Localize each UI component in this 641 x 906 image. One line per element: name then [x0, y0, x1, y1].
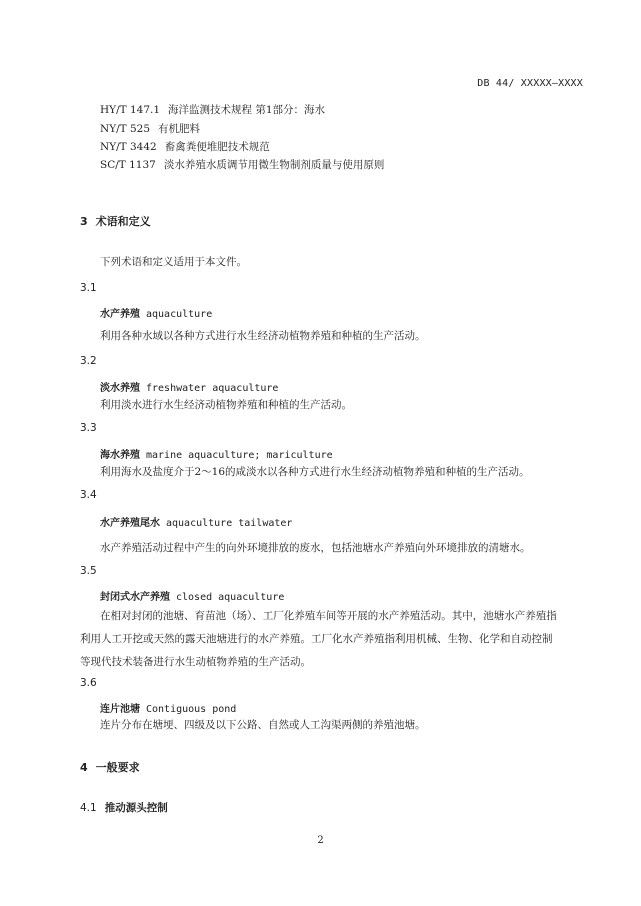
section-number: 3: [80, 215, 88, 228]
term-definition: 在相对封闭的池塘、育苗池（场）、工厂化养殖车间等开展的水产养殖活动。其中，池塘水产养殖指利用人工开挖或天然的露天池塘进行的水产养殖。工厂化水产养殖指利用机械、生物、化学和自动控制等现代技术装备进行水生动植物养殖的生产活动。: [80, 610, 557, 668]
term-heading: [100, 379, 278, 394]
page-number: 2: [317, 835, 324, 846]
term-number: 3.4: [80, 489, 97, 501]
reference-title: 淡水养殖水质调节用微生物制剂质量与使用原则: [163, 159, 385, 171]
term-definition: 利用海水及盐度介于2～16的咸淡水以各种方式进行水生经济动植物养殖和种植的生产活动。: [100, 466, 530, 478]
reference-title: 海洋监测技术规程 第1部分：海水: [168, 104, 326, 116]
term-english: Contiguous pond: [146, 704, 237, 715]
term-chinese: 水产养殖: [100, 309, 140, 320]
section-title: 一般要求: [95, 761, 140, 774]
section-title: 术语和定义: [95, 215, 151, 228]
term-english: aquaculture tailwater: [166, 518, 293, 529]
term-chinese: 封闭式水产养殖: [100, 592, 170, 603]
term-chinese: 淡水养殖: [100, 383, 140, 394]
reference-code: NY/T 3442: [100, 141, 157, 153]
reference-item: [100, 121, 200, 136]
term-english: aquaculture: [146, 309, 213, 320]
section-heading: [80, 759, 140, 775]
reference-title: 畜禽粪便堆肥技术规范: [164, 141, 270, 153]
reference-item: [100, 102, 325, 117]
term-heading: [100, 305, 212, 320]
term-number: 3.6: [80, 677, 97, 689]
term-definition: 利用淡水进行水生经济动植物养殖和种植的生产活动。: [100, 399, 352, 411]
term-number: 3.1: [80, 282, 97, 294]
subsection-title: 推动源头控制: [104, 802, 168, 814]
reference-code: NY/T 525: [100, 123, 151, 135]
reference-item: [100, 139, 270, 154]
section-intro: 下列术语和定义适用于本文件。: [100, 256, 247, 268]
term-definition: 水产养殖活动过程中产生的向外环境排放的废水，包括池塘水产养殖向外环境排放的清塘水。: [100, 542, 531, 554]
term-english: freshwater aquaculture: [146, 383, 279, 394]
term-definition: 连片分布在塘埂、四级及以下公路、自然或人工沟渠两侧的养殖池塘。: [100, 719, 426, 731]
term-heading: [100, 700, 236, 715]
reference-code: HY/T 147.1: [100, 104, 161, 116]
reference-code: SC/T 1137: [100, 159, 156, 171]
term-chinese: 水产养殖尾水: [100, 518, 160, 529]
term-chinese: 连片池塘: [100, 704, 140, 715]
term-number: 3.3: [80, 422, 97, 434]
reference-item: [100, 157, 384, 172]
term-english: marine aquaculture; mariculture: [146, 450, 333, 461]
term-number: 3.5: [80, 565, 97, 577]
term-english: closed aquaculture: [176, 592, 285, 603]
subsection-number: 4.1: [80, 802, 97, 814]
term-heading: [100, 514, 292, 529]
section-heading: [80, 213, 151, 229]
term-definition: 利用各种水域以各种方式进行水生经济动植物养殖和种植的生产活动。: [100, 330, 426, 342]
term-heading: [100, 446, 333, 461]
subsection-heading: [80, 800, 168, 815]
reference-title: 有机肥料: [158, 123, 201, 135]
term-number: 3.2: [80, 355, 97, 367]
term-chinese: 海水养殖: [100, 450, 140, 461]
term-heading: [100, 588, 284, 603]
section-number: 4: [80, 761, 88, 774]
document-number: DB 44/ XXXXX—XXXX: [477, 78, 583, 89]
